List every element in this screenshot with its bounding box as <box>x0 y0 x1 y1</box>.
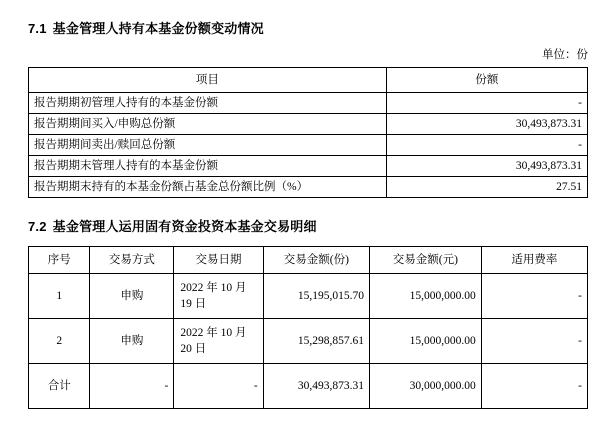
table-1-header-row <box>29 68 588 93</box>
table-2-row-1-date: 2022 年 10 月 20 日 <box>174 319 263 364</box>
section-7-1-number: 7.1 <box>28 21 47 36</box>
table-2-row-2-amount: 30,000,000.00 <box>369 364 481 409</box>
table-1-row-2-value: - <box>386 135 587 156</box>
section-7-2-heading <box>28 218 588 236</box>
table-2-col-rate: 适用费率 <box>481 247 587 274</box>
table-row-total <box>29 364 588 409</box>
table-2-row-1-rate: - <box>481 319 587 364</box>
table-row <box>29 319 588 364</box>
table-2-col-way: 交易方式 <box>90 247 174 274</box>
table-row <box>29 177 588 198</box>
table-1-col-shares: 份额 <box>386 68 587 93</box>
table-1-col-item: 项目 <box>29 68 387 93</box>
table-2-row-0-amount: 15,000,000.00 <box>369 274 481 319</box>
table-1-row-3-value: 30,493,873.31 <box>386 156 587 177</box>
table-1-row-1-value: 30,493,873.31 <box>386 114 587 135</box>
table-2-row-0-index: 1 <box>29 274 90 319</box>
section-7-1-heading <box>28 20 588 38</box>
table-2-row-2-index: 合计 <box>29 364 90 409</box>
table-row <box>29 114 588 135</box>
table-1-row-0-value: - <box>386 93 587 114</box>
table-2-row-0-shares: 15,195,015.70 <box>263 274 369 319</box>
table-1-row-4-value: 27.51 <box>386 177 587 198</box>
section-7-2-title: 基金管理人运用固有资金投资本基金交易明细 <box>52 219 317 234</box>
table-1-unit-note: 单位：份 <box>542 49 588 61</box>
table-1-row-0-label: 报告期期初管理人持有的本基金份额 <box>29 93 387 114</box>
table-2-col-amount: 交易金额(元) <box>369 247 481 274</box>
table-2-row-2-rate: - <box>481 364 587 409</box>
table-2-row-2-date: - <box>174 364 263 409</box>
table-2-header-row <box>29 247 588 274</box>
table-2-row-0-way: 申购 <box>90 274 174 319</box>
table-row <box>29 156 588 177</box>
table-2-row-2-way: - <box>90 364 174 409</box>
table-2-row-1-way: 申购 <box>90 319 174 364</box>
table-1-row-4-label: 报告期期末持有的本基金份额占基金总份额比例（%） <box>29 177 387 198</box>
manager-holding-change-table <box>28 67 588 198</box>
table-2-row-1-shares: 15,298,857.61 <box>263 319 369 364</box>
section-7-1-title: 基金管理人持有本基金份额变动情况 <box>52 21 264 36</box>
table-1-row-3-label: 报告期期末管理人持有的本基金份额 <box>29 156 387 177</box>
section-7-2-number: 7.2 <box>28 219 47 234</box>
table-2-row-2-shares: 30,493,873.31 <box>263 364 369 409</box>
table-row <box>29 93 588 114</box>
proprietary-investment-detail-table <box>28 246 588 409</box>
table-2-col-index: 序号 <box>29 247 90 274</box>
table-2-row-1-amount: 15,000,000.00 <box>369 319 481 364</box>
table-1-row-2-label: 报告期期间卖出/赎回总份额 <box>29 135 387 156</box>
table-2-row-1-index: 2 <box>29 319 90 364</box>
table-2-row-0-date: 2022 年 10 月 19 日 <box>174 274 263 319</box>
table-1-row-1-label: 报告期期间买入/申购总份额 <box>29 114 387 135</box>
table-row <box>29 274 588 319</box>
table-2-col-shares: 交易金额(份) <box>263 247 369 274</box>
table-row <box>29 135 588 156</box>
table-2-col-date: 交易日期 <box>174 247 263 274</box>
table-2-row-0-rate: - <box>481 274 587 319</box>
